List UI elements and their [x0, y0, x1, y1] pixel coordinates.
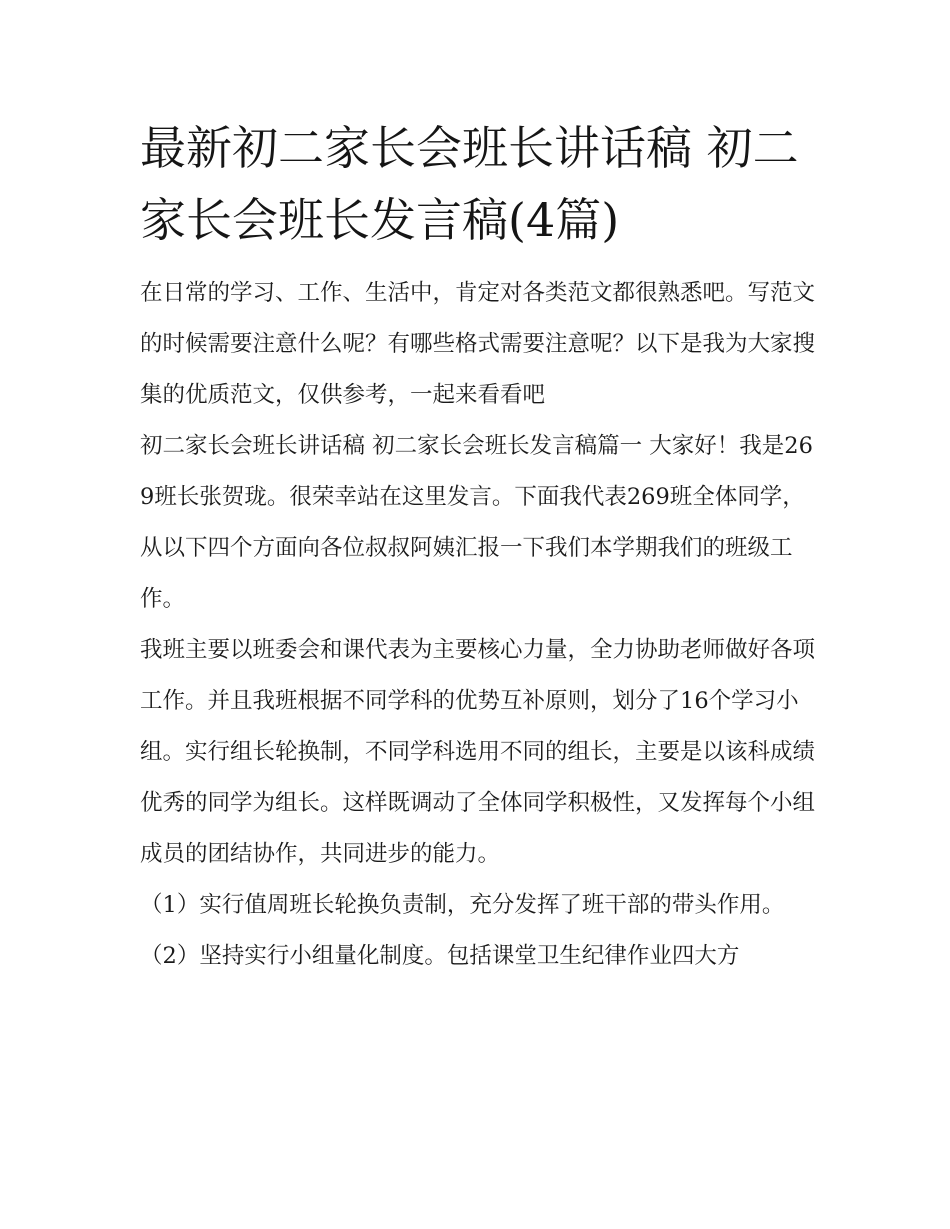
document-title: 最新初二家长会班长讲话稿 初二家长会班长发言稿(4篇) [140, 121, 799, 247]
document-body [140, 112, 820, 982]
class-organization-paragraph: 我班主要以班委会和课代表为主要核心力量，全力协助老师做好各项工作。并且我班根据不同学科的优势互补原则，划分了16个学习小组。实行组长轮换制，不同学科选用不同的组长，主要是以该科成绩优秀的同学为组长。这样既调动了全体同学积极性，又发挥每个小组成员的团结协作，共同进步的能力。 [140, 637, 816, 867]
intro-paragraph: 在日常的学习、工作、生活中，肯定对各类范文都很熟悉吧。写范文的时候需要注意什么呢？有哪些格式需要注意呢？以下是我为大家搜集的优质范文，仅供参考，一起来看看吧 [140, 280, 816, 408]
list-item-1: （1）实行值周班长轮换负责制，充分发挥了班干部的带头作用。 [140, 892, 785, 918]
list-item-2: （2）坚持实行小组量化制度。包括课堂卫生纪律作业四大方 [140, 943, 740, 969]
speech-opening-paragraph: 初二家长会班长讲话稿 初二家长会班长发言稿篇一 大家好！我是269班长张贺珑。很荣幸站在这里发言。下面我代表269班全体同学，从以下四个方面向各位叔叔阿姨汇报一下我们本学期我们的班级工作。 [140, 433, 813, 612]
